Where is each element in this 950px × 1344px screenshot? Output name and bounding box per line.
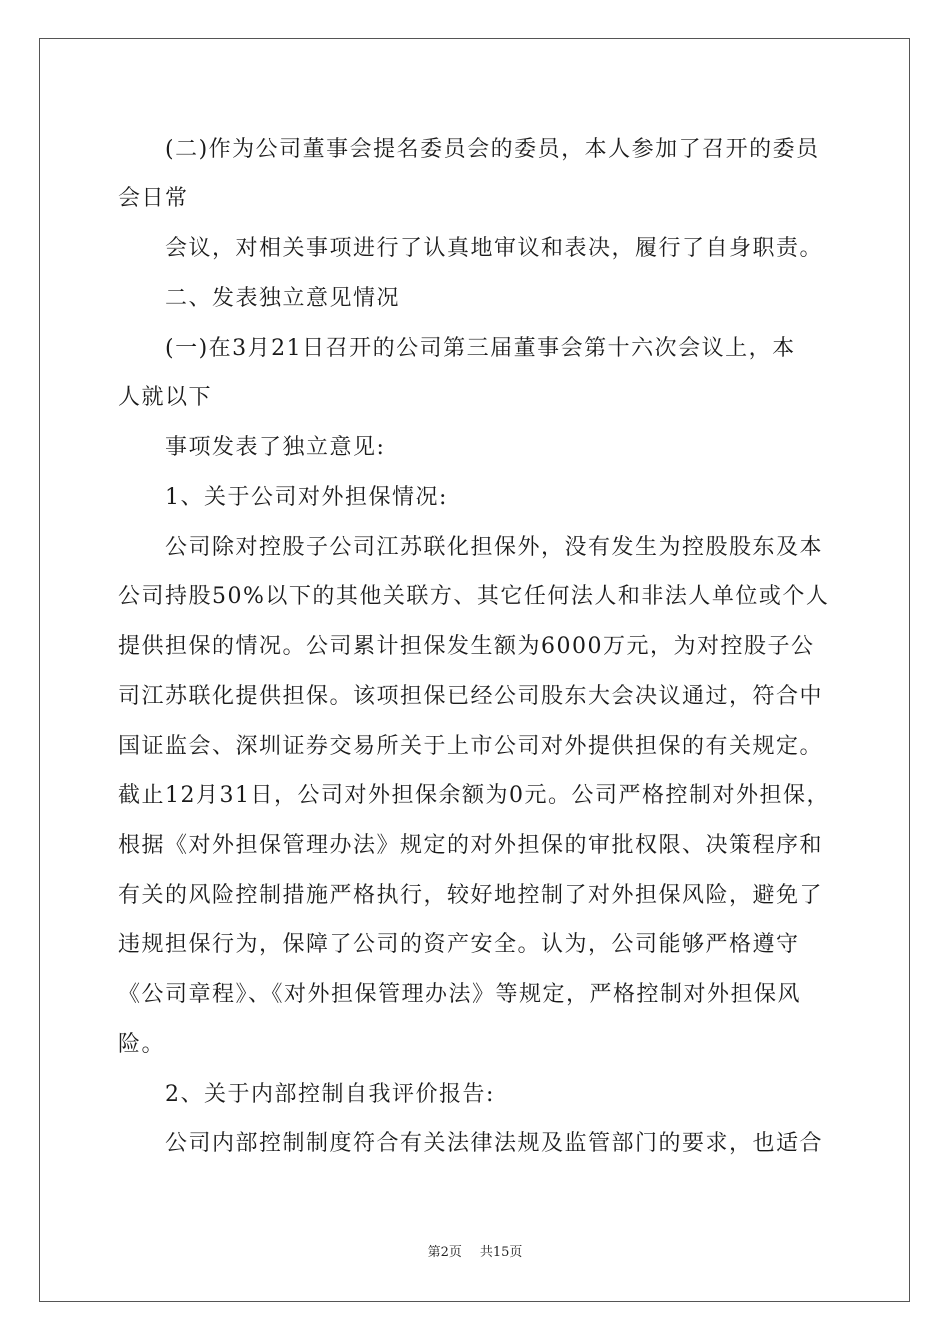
text-line: 事项发表了独立意见:: [165, 435, 386, 460]
section-heading: 二、发表独立意见情况: [165, 286, 401, 311]
text-line: 根据《对外担保管理办法》规定的对外担保的审批权限、决策程序和: [118, 833, 824, 858]
text-line: 会日常: [118, 186, 189, 211]
text-line: 公司除对控股子公司江苏联化担保外，没有发生为控股股东及本: [165, 535, 824, 560]
page-border: [39, 38, 910, 1302]
subsection-heading: 1、关于公司对外担保情况:: [165, 485, 448, 510]
page-number: 第2页: [427, 1245, 462, 1260]
text-line: 《公司章程》、《对外担保管理办法》等规定，严格控制对外担保风: [118, 982, 802, 1007]
text-line: 险。: [118, 1032, 166, 1057]
text-line: 公司持股50%以下的其他关联方、其它任何法人和非法人单位或个人: [118, 584, 830, 609]
text-line: 公司内部控制制度符合有关法律法规及监管部门的要求，也适合: [165, 1131, 824, 1156]
text-line: 有关的风险控制措施严格执行，较好地控制了对外担保风险，避免了: [118, 883, 824, 908]
text-line: 国证监会、深圳证券交易所关于上市公司对外提供担保的有关规定。: [118, 734, 824, 759]
text-line: (一)在3月21日召开的公司第三届董事会第十六次会议上，本: [165, 336, 796, 361]
page-footer: [0, 1244, 950, 1262]
page-total: 共15页: [479, 1245, 523, 1260]
text-line: 截止12月31日，公司对外担保余额为0元。公司严格控制对外担保，: [118, 783, 830, 808]
subsection-heading: 2、关于内部控制自我评价报告:: [165, 1082, 495, 1107]
text-line: (二)作为公司董事会提名委员会的委员，本人参加了召开的委员: [165, 137, 820, 162]
text-line: 违规担保行为，保障了公司的资产安全。认为，公司能够严格遵守: [118, 932, 800, 957]
text-line: 会议，对相关事项进行了认真地审议和表决，履行了自身职责。: [165, 236, 824, 261]
text-line: 人就以下: [118, 385, 213, 410]
text-line: 司江苏联化提供担保。该项担保已经公司股东大会决议通过，符合中: [118, 684, 824, 709]
text-line: 提供担保的情况。公司累计担保发生额为6000万元，为对控股子公: [118, 634, 815, 659]
